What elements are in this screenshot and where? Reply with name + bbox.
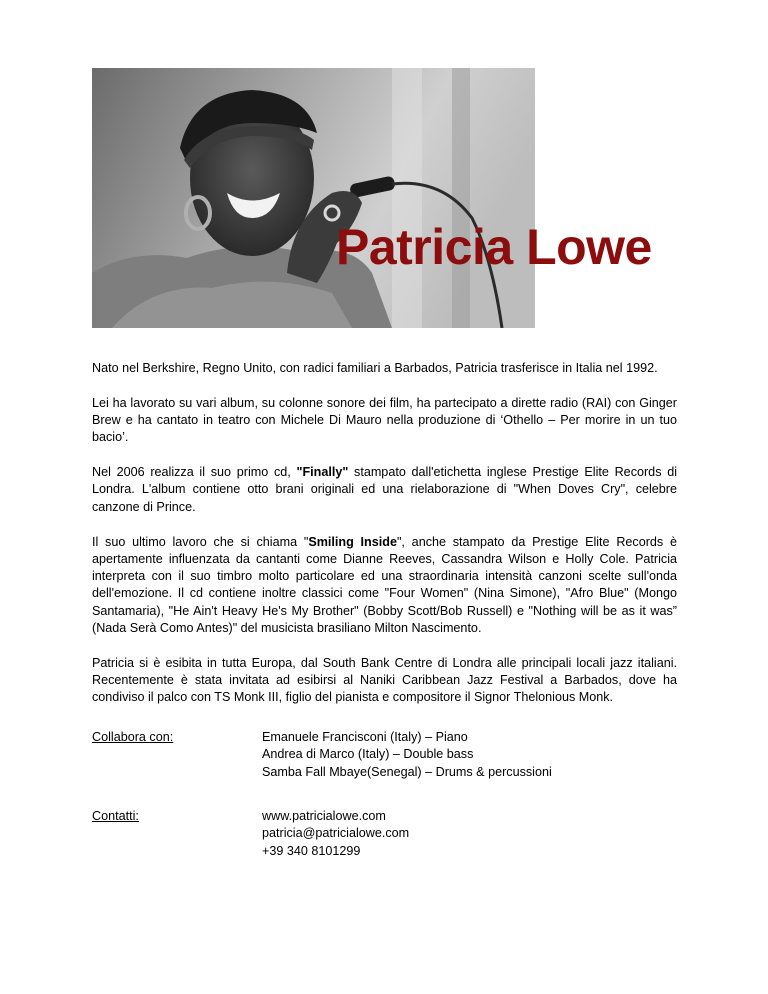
collaborators-label: Collabora con:: [92, 730, 174, 744]
bio-paragraph-3: [92, 464, 677, 516]
list-item: Andrea di Marco (Italy) – Double bass: [262, 747, 474, 762]
contacts-list: [262, 808, 409, 860]
list-item: Samba Fall Mbaye(Senegal) – Drums & percussioni: [262, 764, 552, 779]
singer-portrait-image: [92, 68, 535, 328]
album-title-finally: "Finally": [296, 465, 349, 480]
bio-text: Nel 2006 realizza il suo primo cd,: [92, 465, 297, 480]
collaborators-list: [262, 729, 552, 781]
phone-number: +39 340 8101299: [262, 843, 361, 858]
bio-paragraph-5: Patricia si è esibita in tutta Europa, dal South Bank Centre di Londra alle principali locali jazz italiani. Recentemente è stata invitata ad esibirsi al Naniki Caribbean Jazz Festival a Barbados, dove ha condiviso il palco con TS Monk III, figlio del pianista e compositore il Signor Thelonious Monk.: [92, 655, 677, 705]
website-link[interactable]: www.patricialowe.com: [262, 809, 386, 823]
contacts-label: Contatti:: [92, 809, 139, 823]
album-title-smiling-inside: Smiling Inside: [308, 534, 397, 549]
page-title: [336, 219, 652, 275]
title-last-name: Lowe: [526, 219, 652, 275]
biography: [92, 360, 677, 724]
bio-paragraph-4: [92, 534, 677, 638]
list-item: Emanuele Francisconi (Italy) – Piano: [262, 730, 468, 744]
bio-text: stampato dall'etichetta inglese Prestige Elite Records di Londra. L'album contiene otto brani originali ed una rielaborazione di "When Doves Cry", celebre canzone di Prince.: [92, 465, 677, 514]
title-first-name: Patricia: [336, 219, 513, 275]
bio-paragraph-1: Nato nel Berkshire, Regno Unito, con radici familiari a Barbados, Patricia trasferisce in Italia nel 1992.: [92, 361, 658, 375]
bio-text: ", anche stampato da Prestige Elite Records è apertamente influenzata da cantanti come Dianne Reeves, Cassandra Wilson e Holly Cole. Patricia interpreta con il suo timbro molto particolare ed una straordinaria intensità canzoni scelte sull'onda dell'emozione. Il cd contiene inoltre classici come "Four Women" (Nina Simone), "Afro Blue" (Mongo Santamaria), "He Ain't Heavy He's My Brother" (Bobby Scott/Bob Russell) e "Nothing will be as it was” (Nada Serà Como Antes)" del musicista brasiliano Milton Nascimento.: [92, 534, 677, 636]
bio-paragraph-2: Lei ha lavorato su vari album, su colonne sonore dei film, ha partecipato a dirette radio (RAI) con Ginger Brew e ha cantato in teatro con Michele Di Mauro nella produzione di ‘Othello – Per morire in un tuo bacio’.: [92, 395, 677, 445]
bio-text: Il suo ultimo lavoro che si chiama ": [92, 534, 309, 549]
email-link[interactable]: patricia@patricialowe.com: [262, 826, 410, 841]
